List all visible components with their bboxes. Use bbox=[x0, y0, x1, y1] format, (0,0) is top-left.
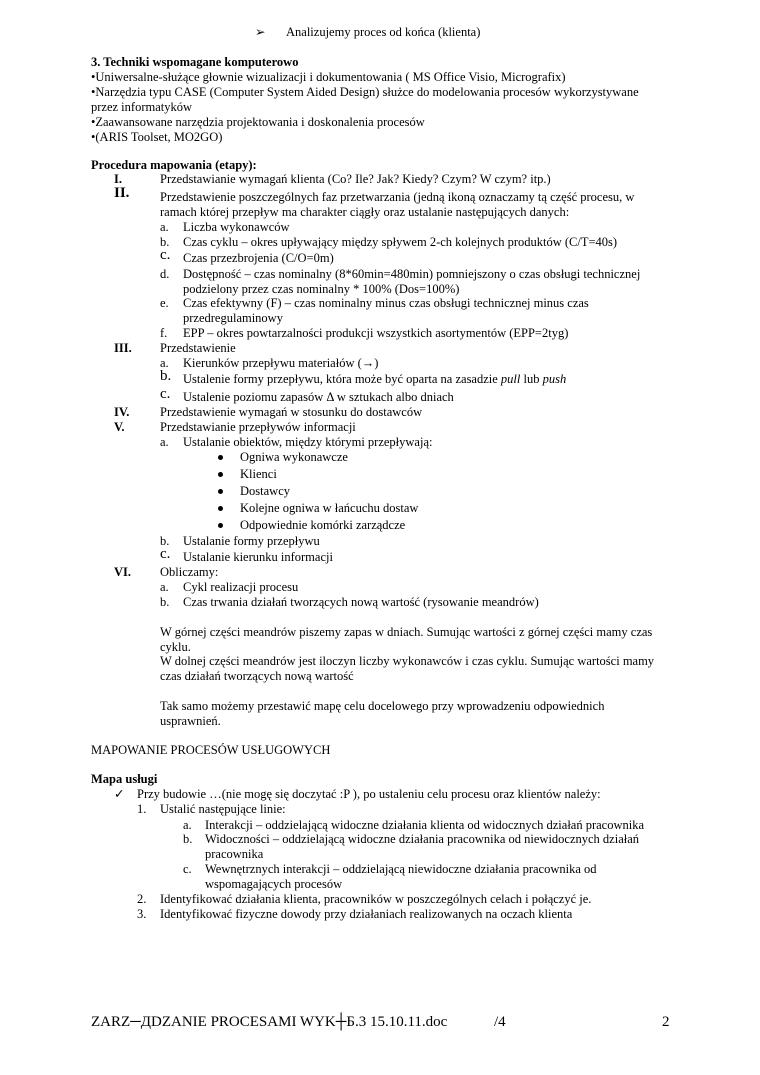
bullet-dot-icon bbox=[218, 455, 223, 460]
list-item: wspomagających procesów bbox=[205, 877, 343, 891]
list-item: Wewnętrznych interakcji – oddzielającą niewidoczne działania pracownika od bbox=[205, 862, 597, 876]
top-bullet-text: Analizujemy proces od końca (klienta) bbox=[286, 25, 481, 39]
footer-page-count: /4 bbox=[494, 1014, 506, 1030]
list-marker: c. bbox=[160, 386, 171, 402]
section3-line: •Narzędzia typu CASE (Computer System Aided Design) służce do modelowania procesów wykorzystywane bbox=[91, 85, 639, 99]
arrow-bullet-icon: ➢ bbox=[255, 25, 266, 39]
list-marker: a. bbox=[160, 220, 169, 234]
check-item-text: Przy budowie …(nie mogę się doczytać :P ), po ustaleniu celu procesu oraz klientów należy: bbox=[137, 787, 601, 801]
list-item: Ustalanie kierunku informacji bbox=[183, 550, 333, 564]
list-item: Liczba wykonawców bbox=[183, 220, 290, 234]
roman-numeral: I. bbox=[114, 172, 122, 186]
roman-numeral: III. bbox=[114, 341, 132, 355]
step-text: Przedstawianie przepływów informacji bbox=[160, 420, 356, 434]
paragraph-line: W górnej części meandrów piszemy zapas w dniach. Sumując wartości z górnej części mamy czas bbox=[160, 625, 653, 639]
footer-filename: ZARZ─ДDZANIE PROCESAMI WYK┼Б.3 15.10.11.doc bbox=[91, 1014, 448, 1030]
paragraph-line: W dolnej części meandrów jest iloczyn liczby wykonawców i czas cyklu. Sumując wartości mamy bbox=[160, 654, 655, 668]
list-marker: c. bbox=[183, 862, 192, 876]
list-marker: b. bbox=[160, 595, 170, 609]
list-item: Czas efektywny (F) – czas nominalny minus czas obsługi technicznej minus czas bbox=[183, 296, 589, 310]
step-text: Przedstawienie bbox=[160, 341, 236, 355]
bullet-item: Dostawcy bbox=[240, 484, 290, 498]
list-marker: f. bbox=[160, 326, 168, 340]
list-item: pracownika bbox=[205, 847, 264, 861]
bullet-item: Ogniwa wykonawcze bbox=[240, 450, 348, 464]
list-marker: 2. bbox=[137, 892, 147, 906]
bullet-dot-icon bbox=[218, 472, 223, 477]
list-marker: a. bbox=[183, 818, 192, 832]
list-item: Identyfikować działania klienta, pracowników w poszczególnych celach i połączyć je. bbox=[160, 892, 592, 906]
roman-numeral: VI. bbox=[114, 565, 132, 579]
list-item-text: Ustalenie formy przepływu, która może być oparta na zasadzie bbox=[183, 372, 501, 386]
procedure-title: Procedura mapowania (etapy): bbox=[91, 158, 257, 172]
list-marker: c. bbox=[160, 546, 171, 562]
list-marker: b. bbox=[160, 534, 170, 548]
list-item: podzielony przez czas nominalny * 100% (Dos=100%) bbox=[183, 282, 460, 296]
section3-line: •(ARIS Toolset, MO2GO) bbox=[91, 130, 223, 144]
bullet-item: Kolejne ogniwa w łańcuchu dostaw bbox=[240, 501, 419, 515]
list-marker: e. bbox=[160, 296, 169, 310]
paragraph-line: usprawnień. bbox=[160, 714, 221, 728]
paragraph-line: czas działań tworzących nową wartość bbox=[160, 669, 354, 683]
bullet-item: Klienci bbox=[240, 467, 277, 481]
list-marker: d. bbox=[160, 267, 170, 281]
list-marker: 1. bbox=[137, 802, 147, 816]
step-text: ramach której przepływ ma charakter ciągły oraz ustalanie następujących danych: bbox=[160, 205, 570, 219]
roman-numeral: IV. bbox=[114, 405, 130, 419]
list-item: Identyfikować fizyczne dowody przy działaniach realizowanych na oczach klienta bbox=[160, 907, 573, 921]
list-marker: b. bbox=[160, 368, 172, 384]
list-marker: b. bbox=[183, 832, 193, 846]
list-marker: b. bbox=[160, 235, 170, 249]
list-item: Cykl realizacji procesu bbox=[183, 580, 299, 594]
services-heading: MAPOWANIE PROCESÓW USŁUGOWYCH bbox=[91, 743, 331, 757]
footer-page-number: 2 bbox=[662, 1014, 670, 1030]
list-item bbox=[183, 372, 566, 387]
paragraph-line: Tak samo możemy przestawić mapę celu docelowego przy wprowadzeniu odpowiednich bbox=[160, 699, 605, 713]
list-item: Czas cyklu – okres upływający między spływem 2-ch kolejnych produktów (C/T=40s) bbox=[183, 235, 618, 249]
list-marker: 3. bbox=[137, 907, 147, 921]
section3-line: •Uniwersalne-służące głownie wizualizacji i dokumentowania ( MS Office Visio, Micrografix) bbox=[91, 70, 566, 84]
list-item: Czas trwania działań tworzących nową wartość (rysowanie meandrów) bbox=[183, 595, 539, 609]
section3-title: 3. Techniki wspomagane komputerowo bbox=[91, 55, 299, 69]
bullet-dot-icon bbox=[218, 523, 223, 528]
list-marker: a. bbox=[160, 435, 169, 449]
list-item: EPP – okres powtarzalności produkcji wszystkich asortymentów (EPP=2tyg) bbox=[183, 326, 569, 340]
step-text: Przedstawianie wymagań klienta (Co? Ile? Jak? Kiedy? Czym? W czym? itp.) bbox=[160, 172, 551, 186]
conjunction: lub bbox=[520, 372, 543, 386]
step-text: Przedstawienie wymagań w stosunku do dostawców bbox=[160, 405, 423, 419]
roman-numeral: II. bbox=[114, 185, 130, 201]
checkmark-icon: ✓ bbox=[114, 787, 125, 801]
list-marker: c. bbox=[160, 247, 171, 263]
list-item: Ustalić następujące linie: bbox=[160, 802, 286, 816]
list-item: Kierunków przepływu materiałów (→) bbox=[183, 356, 379, 370]
list-marker: a. bbox=[160, 580, 169, 594]
paragraph-line: cyklu. bbox=[160, 640, 191, 654]
list-item: Ustalenie poziomu zapasów Δ w sztukach albo dniach bbox=[183, 390, 454, 404]
list-item: Widoczności – oddzielającą widoczne działania pracownika od niewidocznych działań bbox=[205, 832, 640, 846]
bullet-dot-icon bbox=[218, 506, 223, 511]
push-term: push bbox=[542, 372, 567, 386]
section3-line: przez informatyków bbox=[91, 100, 193, 114]
bullet-item: Odpowiednie komórki zarządcze bbox=[240, 518, 406, 532]
list-item: przedregulaminowy bbox=[183, 311, 283, 325]
list-item: Ustalanie obiektów, między którymi przepływają: bbox=[183, 435, 433, 449]
section3-line: •Zaawansowane narzędzia projektowania i doskonalenia procesów bbox=[91, 115, 425, 129]
step-text: Przedstawienie poszczególnych faz przetwarzania (jedną ikoną oznaczamy tą część procesu, w bbox=[160, 190, 635, 204]
map-title: Mapa usługi bbox=[91, 772, 158, 786]
pull-term: pull bbox=[500, 372, 521, 386]
step-text: Obliczamy: bbox=[160, 565, 219, 579]
list-item: Interakcji – oddzielającą widoczne działania klienta od widocznych działań pracownika bbox=[205, 818, 645, 832]
list-marker: a. bbox=[160, 356, 169, 370]
list-item: Czas przezbrojenia (C/O=0m) bbox=[183, 251, 334, 265]
list-item: Ustalanie formy przepływu bbox=[183, 534, 320, 548]
bullet-dot-icon bbox=[218, 489, 223, 494]
roman-numeral: V. bbox=[114, 420, 125, 434]
list-item: Dostępność – czas nominalny (8*60min=480min) pomniejszony o czas obsługi technicznej bbox=[183, 267, 641, 281]
